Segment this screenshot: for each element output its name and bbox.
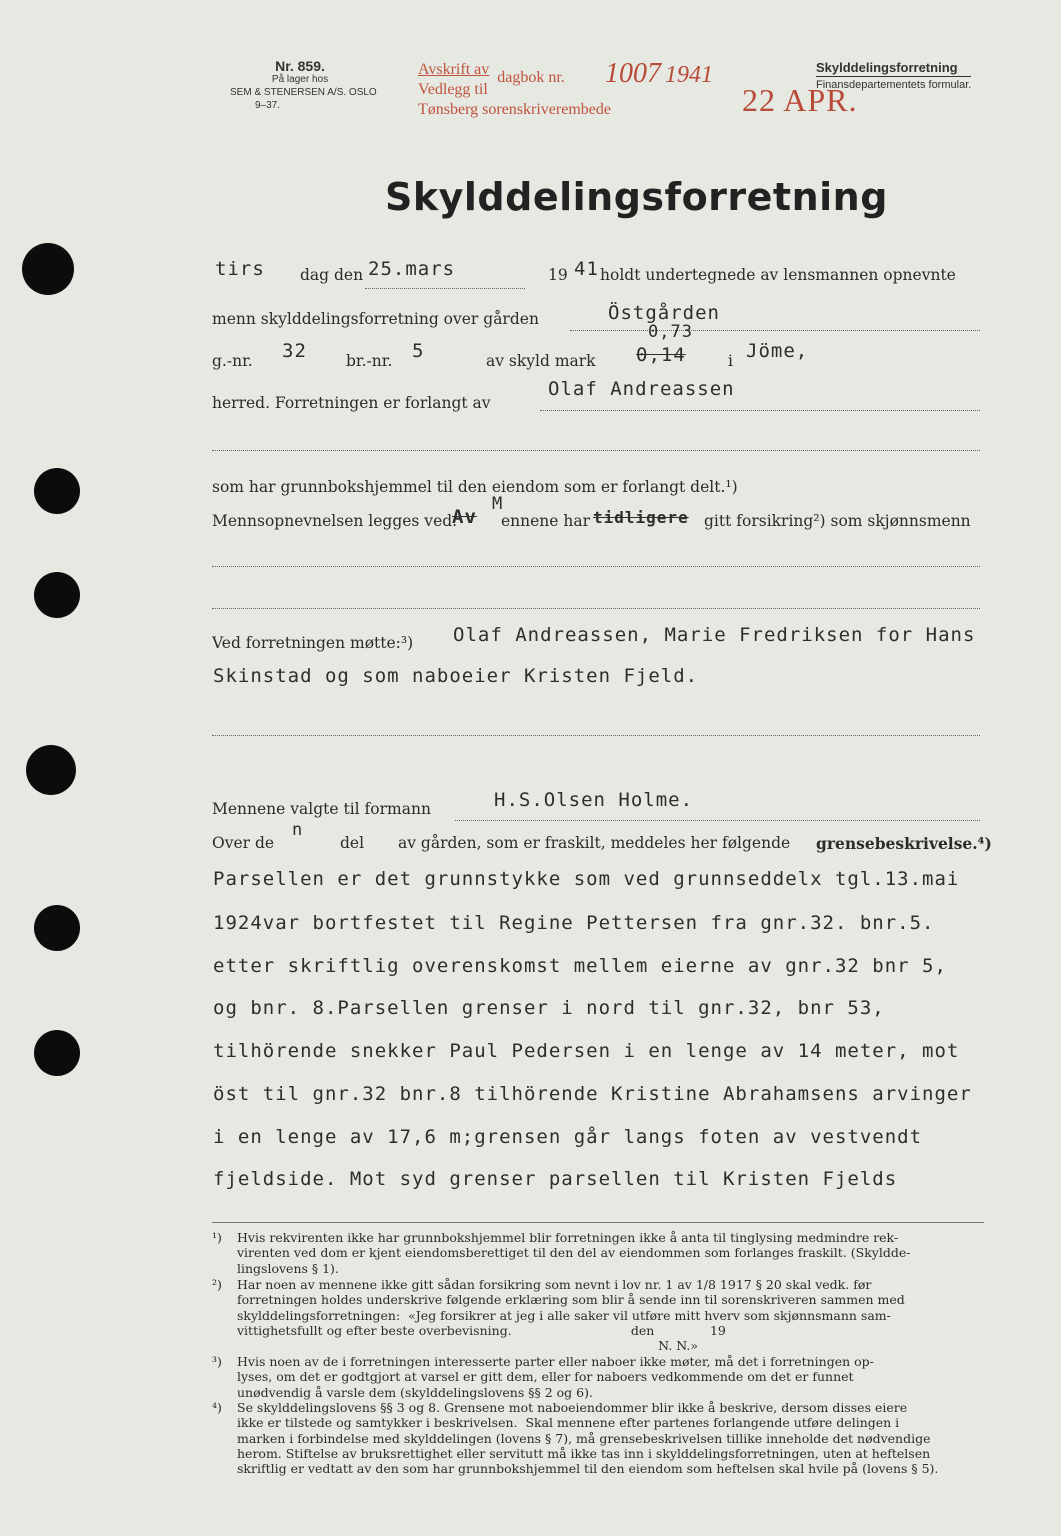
stamp-vedlegg: Vedlegg til bbox=[418, 81, 488, 98]
footnote bbox=[212, 1354, 984, 1400]
footnote-number: ³) bbox=[212, 1354, 222, 1369]
binder-hole bbox=[22, 243, 74, 295]
formann-rule bbox=[455, 820, 980, 821]
menn-m: M bbox=[492, 494, 504, 514]
stamp-date: 22 APR. bbox=[742, 82, 858, 118]
requester-rule bbox=[540, 410, 980, 411]
journal-number: 1007 1941 bbox=[605, 58, 713, 89]
motte-line2: Skinstad og som naboeier Kristen Fjeld. bbox=[213, 665, 699, 687]
description-line: i en lenge av 17,6 m;grensen går langs foten av vestvendt bbox=[213, 1126, 923, 1148]
blank-rule bbox=[212, 608, 980, 609]
footnote bbox=[212, 1277, 984, 1353]
blank-rule bbox=[212, 566, 980, 567]
bnr-label: br.-nr. bbox=[346, 352, 393, 370]
menn-line-a: Mennsopnevnelsen legges ved. bbox=[212, 512, 458, 530]
date-rule bbox=[365, 288, 525, 289]
date-value: 25.mars bbox=[368, 258, 456, 280]
printer-name: SEM & STENERSEN A/S. OSLO bbox=[230, 87, 377, 98]
skyld-old-value: 0,14 bbox=[636, 344, 686, 366]
dag-den-label: dag den bbox=[300, 266, 364, 284]
stamp-office: Tønsberg sorenskriverembede bbox=[418, 101, 611, 118]
blank-rule bbox=[212, 735, 980, 736]
binder-hole bbox=[34, 905, 80, 951]
footnote-separator bbox=[212, 1222, 984, 1223]
motte-label: Ved forretningen møtte:³) bbox=[212, 634, 414, 652]
over-de-label: Over de bbox=[212, 834, 275, 852]
menn-strike2: tidligere bbox=[593, 508, 689, 527]
formann-label: Mennene valgte til formann bbox=[212, 800, 431, 818]
binder-hole bbox=[26, 745, 76, 795]
bnr-value: 5 bbox=[412, 340, 425, 362]
menn-strike1: Av bbox=[452, 506, 477, 528]
printer-date: 9–37. bbox=[255, 100, 281, 111]
footnote-text: Se skylddelingslovens §§ 3 og 8. Grensene mot naboeiendommer blir ikke å beskrive, dersom disses eiere ikke er tilstede og samtykker i beskrivelsen. Skal mennene efter partenes forlangende utføre delingen i marken i forbindelse med skylddelingen (lovens § 7), må grensebeskrivelsen tillike inneholde det nødvendige herom. Stiftelse av bruksrettighet eller servitutt må ikke tas inn i skylddelingsforretningen, uten at heftelsen skriftlig er vedtatt av den som har grunnbokshjemmel til den eiendom som heftelsen skal hvile på (lovens § 5). bbox=[237, 1400, 939, 1477]
binder-hole bbox=[34, 468, 80, 514]
form-number-block bbox=[230, 58, 377, 112]
i-label: i bbox=[728, 352, 733, 370]
grense-heading: grensebeskrivelse.⁴) bbox=[816, 834, 992, 853]
motte-line1: Olaf Andreassen, Marie Fredriksen for Hans bbox=[453, 624, 976, 646]
form-header-subtitle: Finansdepartementets formular. bbox=[816, 79, 972, 91]
farm-rule bbox=[570, 330, 980, 331]
description-line: etter skriftlig overenskomst mellem eierne av gnr.32 bnr 5, bbox=[213, 955, 947, 977]
description-line: Parsellen er det grunnstykke som ved grunnseddelx tgl.13.mai bbox=[213, 868, 960, 890]
description-line: öst til gnr.32 bnr.8 tilhörende Kristine Abrahamsens arvinger bbox=[213, 1083, 972, 1105]
held-text: holdt undertegnede av lensmannen opnevnte bbox=[600, 266, 956, 284]
menn-text: menn skylddelingsforretning over gården bbox=[212, 310, 539, 328]
form-header-right bbox=[816, 60, 971, 93]
binder-hole bbox=[34, 572, 80, 618]
blank-rule bbox=[212, 450, 980, 451]
description-line: fjeldside. Mot syd grenser parsellen til Kristen Fjelds bbox=[213, 1168, 898, 1190]
binder-hole bbox=[34, 1030, 80, 1076]
over-n-value: n bbox=[292, 820, 304, 840]
stamp-dagbok: dagbok nr. bbox=[497, 69, 565, 86]
year-suffix: 41 bbox=[574, 258, 599, 280]
footnote-text: Hvis rekvirenten ikke har grunnbokshjemmel blir forretningen ikke å anta til tinglysing medmindre rek- virenten ved dom er kjent eiendomsberettiget til den del av eiendommen som forlanges fraskilt. (Skyldde- lingslovens § 1). bbox=[237, 1230, 911, 1276]
gnr-value: 32 bbox=[282, 340, 307, 362]
skyld-new-value: 0,73 bbox=[648, 322, 693, 342]
description-line: og bnr. 8.Parsellen grenser i nord til gnr.32, bnr 53, bbox=[213, 997, 885, 1019]
printer-line: På lager hos bbox=[271, 74, 329, 85]
requester-value: Olaf Andreassen bbox=[548, 378, 735, 400]
kommune-value: Jöme, bbox=[746, 340, 809, 362]
form-header-title: Skylddelingsforretning bbox=[816, 60, 971, 77]
footnote-text: Hvis noen av de i forretningen interesserte parter eller naboer ikke møter, må det i forretningen op- lyses, om det er godtgjort at varsel er gitt dem, eller for naboers vedkommende om det er funnet unødvendig å varsle dem (skylddelingslovens §§ 2 og 6). bbox=[237, 1354, 874, 1400]
skyld-label: av skyld mark bbox=[486, 352, 596, 370]
description-line: tilhörende snekker Paul Pedersen i en lenge av 14 meter, mot bbox=[213, 1040, 960, 1062]
copy-stamp bbox=[418, 60, 611, 120]
page-title: Skylddelingsforretning bbox=[385, 175, 888, 219]
footnote-number: ⁴) bbox=[212, 1400, 222, 1415]
footnote-number: ²) bbox=[212, 1277, 222, 1292]
menn-line-c: gitt forsikring²) som skjønnsmenn bbox=[704, 512, 971, 530]
footnote-text: Har noen av mennene ikke gitt sådan forsikring som nevnt i lov nr. 1 av 1/8 1917 § 20 skal vedk. før forretningen holdes underskrive følgende erklæring som blir å sende inn til sorenskriveren sammen med skylddelingsforretningen: «Jeg forsikrer at jeg i alle saker vil utføre mitt hverv som skjønnsmann sam- vittighetsfullt og efter beste overbevisning. den 19 N. N.» bbox=[237, 1277, 905, 1354]
footnote-number: ¹) bbox=[212, 1230, 222, 1245]
farm-value: Östgården bbox=[608, 302, 720, 324]
del-rest-text: av gården, som er fraskilt, meddeles her følgende bbox=[398, 834, 791, 852]
form-number: Nr. 859. bbox=[275, 58, 325, 74]
gnr-label: g.-nr. bbox=[212, 352, 253, 370]
grunnbok-text: som har grunnbokshjemmel til den eiendom som er forlangt delt.¹) bbox=[212, 478, 738, 496]
herred-text: herred. Forretningen er forlangt av bbox=[212, 394, 491, 412]
year-prefix: 19 bbox=[548, 266, 568, 284]
description-line: 1924var bortfestet til Regine Pettersen fra gnr.32. bnr.5. bbox=[213, 912, 935, 934]
formann-value: H.S.Olsen Holme. bbox=[494, 789, 694, 811]
weekday-value: tirs bbox=[215, 258, 265, 280]
footnote bbox=[212, 1400, 984, 1476]
footnote bbox=[212, 1230, 984, 1276]
menn-line-b: ennene har bbox=[501, 512, 591, 530]
stamp-avskrift: Avskrift av bbox=[418, 61, 490, 78]
del-label: del bbox=[340, 834, 365, 852]
